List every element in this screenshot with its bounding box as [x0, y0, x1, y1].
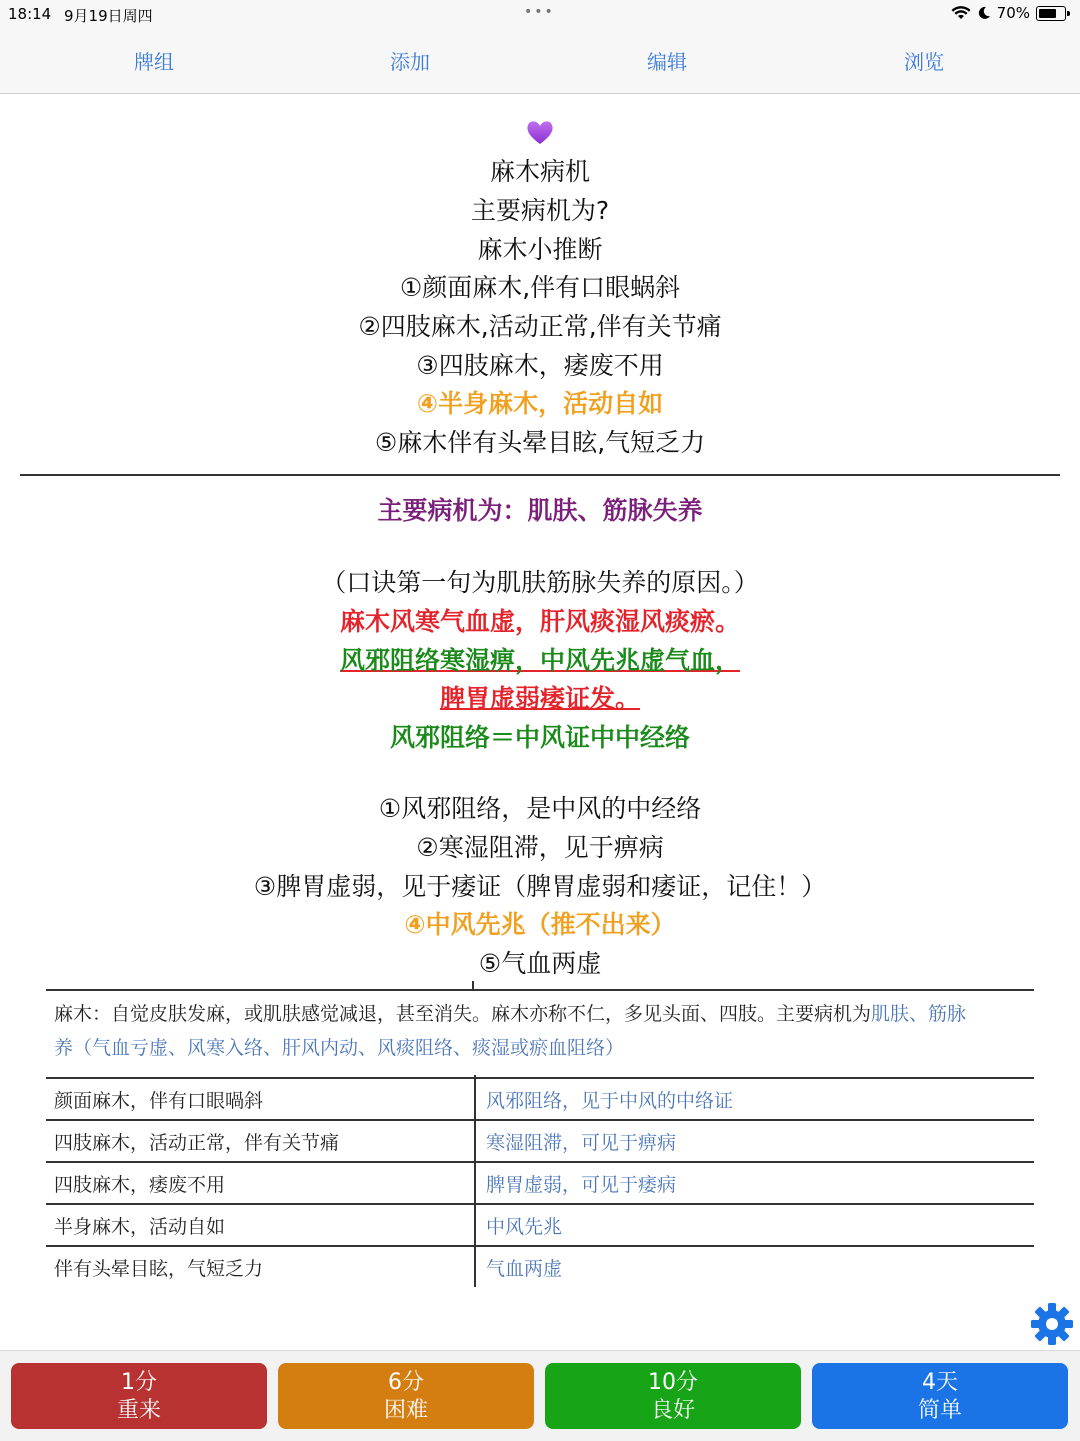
- battery-icon: [1036, 6, 1066, 21]
- battery-percent: 70%: [996, 4, 1030, 22]
- answer-bar: [0, 1350, 1080, 1441]
- easy-label: 简单: [917, 1398, 962, 1423]
- question-subtitle: 麻木小推断: [477, 235, 603, 264]
- table-row: 四肢麻木，痿废不用 脾胃虚弱，可见于痿病: [46, 1161, 1034, 1205]
- good-button[interactable]: [545, 1363, 801, 1429]
- answer-item-5: ⑤气血两虚: [478, 949, 602, 978]
- question-item-5: ⑤麻木伴有头晕目眩,气短乏力: [374, 428, 706, 457]
- table-row: 四肢麻木，活动正常，伴有关节痛 寒湿阻滞，可见于痹病: [46, 1119, 1034, 1163]
- answer-item-4: ④中风先兆（推不出来）: [404, 910, 676, 939]
- multitasking-dots-icon[interactable]: •••: [524, 4, 555, 20]
- scan-description-line-1: 麻木：自觉皮肤发麻，或肌肤感觉减退，甚至消失。麻木亦称不仁，多见头面、四肢。主要病机为肌肤、筋脉: [54, 1003, 967, 1025]
- mnemonic-equation: 风邪阻络＝中风证中中经络: [389, 723, 690, 752]
- question-item-3: ③四肢麻木，痿废不用: [416, 351, 664, 380]
- hard-label: 困难: [383, 1398, 428, 1423]
- status-date: 9月19日周四: [64, 7, 153, 25]
- status-bar: [0, 0, 1080, 28]
- answer-note: （口诀第一句为肌肤筋脉失养的原因。）: [321, 568, 759, 597]
- question-item-4: ④半身麻木，活动自如: [416, 389, 664, 418]
- tab-decks[interactable]: 牌组: [134, 50, 174, 74]
- easy-button[interactable]: [812, 1363, 1068, 1429]
- top-toolbar: [0, 28, 1080, 94]
- purple-heart-icon: [525, 117, 555, 147]
- table-row: 半身麻木，活动自如 中风先兆: [46, 1203, 1034, 1247]
- again-interval: 1分: [121, 1370, 157, 1395]
- good-interval: 10分: [648, 1370, 698, 1395]
- status-time: 18:14: [8, 5, 52, 23]
- answer-item-2: ②寒湿阻滞，见于痹病: [416, 833, 664, 862]
- easy-interval: 4天: [922, 1370, 958, 1395]
- scan-description-line-2: 养（气血亏虚、风寒入络、肝风内动、风痰阻络、痰湿或瘀血阻络）: [54, 1037, 625, 1059]
- mnemonic-line-3: 脾胃虚弱痿证发。: [439, 684, 640, 713]
- tab-add[interactable]: 添加: [390, 50, 430, 74]
- question-item-2: ②四肢麻木,活动正常,伴有关节痛: [358, 312, 722, 341]
- good-label: 良好: [650, 1398, 695, 1423]
- hard-button[interactable]: [278, 1363, 534, 1429]
- table-row: 伴有头晕目眩，气短乏力 气血两虚: [54, 1258, 563, 1280]
- mnemonic-line-2: 风邪阻络寒湿痹，中风先兆虚气血，: [339, 646, 740, 675]
- wifi-icon: [951, 5, 971, 21]
- answer-divider: [20, 474, 1060, 476]
- again-label: 重来: [116, 1398, 161, 1423]
- moon-icon: [977, 6, 991, 20]
- gear-icon[interactable]: [1030, 1302, 1074, 1346]
- answer-item-1: ①风邪阻络，是中风的中经络: [378, 794, 702, 823]
- scan-description: [46, 989, 1034, 1079]
- question-item-1: ①颜面麻木,伴有口眼蜗斜: [399, 273, 681, 302]
- tab-edit[interactable]: 编辑: [647, 50, 687, 74]
- question-title: 麻木病机: [489, 157, 590, 186]
- answer-main: 主要病机为：肌肤、筋脉失养: [377, 496, 703, 525]
- hard-interval: 6分: [388, 1370, 424, 1395]
- question-prompt: 主要病机为?: [470, 196, 610, 225]
- again-button[interactable]: [11, 1363, 267, 1429]
- card-content: [0, 94, 1080, 1350]
- tab-browse[interactable]: 浏览: [904, 50, 944, 74]
- answer-item-3: ③脾胃虚弱，见于痿证（脾胃虚弱和痿证，记住！）: [253, 872, 827, 901]
- mnemonic-line-1: 麻木风寒气血虚，肝风痰湿风痰瘀。: [339, 607, 740, 636]
- scanned-table: [46, 989, 1034, 1289]
- table-row: 颜面麻木，伴有口眼喎斜 风邪阻络，见于中风的中络证: [46, 1077, 1034, 1121]
